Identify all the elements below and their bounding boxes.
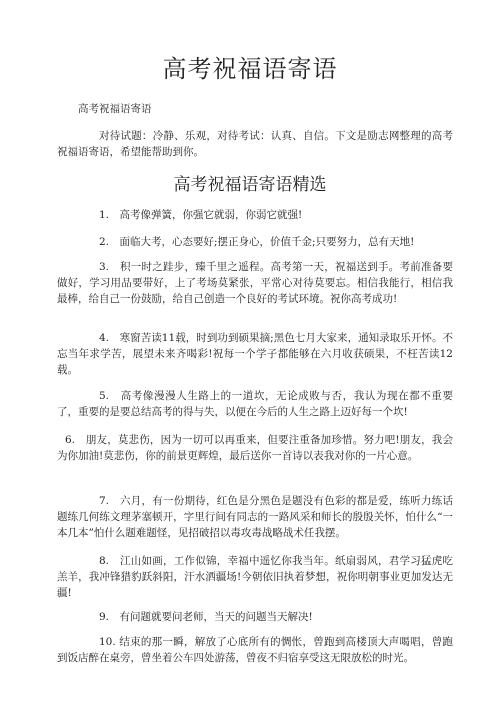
list-item — [57, 259, 453, 307]
list-item-text: 1. 高考像弹簧，你强它就弱，你弱它就强! — [99, 209, 303, 221]
list-item-text: 3. 积一时之跬步，臻千里之遥程。高考第一天，祝福送到手。考前准备要做好，学习用品要带好，上了考场莫紧张，平常心对待莫要忘。相信我能行，相信我最棒，给自己一份鼓励，给自己创造一个良好的考试环境。祝你高考成功! — [57, 261, 453, 305]
list-item — [57, 388, 453, 420]
page-title: 高考祝福语寄语 — [162, 55, 338, 83]
list-item-text: 5. 高考像漫漫人生路上的一道坎，无论成败与否，我认为现在都不重要了，重要的是要总结高考的得与失，以便在今后的人生之路上迈好每一个坎! — [57, 390, 453, 418]
list-item-text: 6. 朋友，莫悲伤，因为一切可以再重来，但要注重备加珍惜。努力吧!朋友，我会为你加油!莫悲伤，你的前景更辉煌，最后送你一首诗以表我对你的一片心意。 — [57, 434, 453, 462]
list-item — [57, 207, 453, 223]
list-item — [57, 609, 453, 625]
list-item-text: 8. 江山如画，工作似锦，幸福中遥忆你我当年。纸扇弱风，君学习猛虎吃羔羊，我冲锋猎豹跃斜阳，汗水洒疆场!今朝依旧执着梦想，祝你明朝事业更加发达无疆! — [57, 555, 453, 599]
list-item-text: 7. 六月，有一份期待，红色是分黑色是题没有色彩的都是爱，练听力练话题练几何练文理茅塞顿开，字里行间有同志的一路风采和师长的殷殷关怀，怕什么“一本几本”怕什么题难题怪，见招破招以毒攻毒战略战术任我摆。 — [57, 495, 453, 539]
list-item — [57, 432, 453, 464]
list-item — [57, 553, 453, 601]
section-heading: 高考祝福语寄语精选 — [173, 175, 327, 195]
article-label: 高考祝福语寄语 — [78, 103, 152, 115]
list-item-text: 10. 结束的那一瞬，解放了心底所有的惆怅，曾跑到高楼顶大声喝唱，曾跑到饭店醉在桌旁，曾坐着公车四处游荡，曾夜不归宿享受这无限放松的时光。 — [57, 636, 453, 664]
intro-text: 对待试题：冷静、乐观，对待考试：认真、自信。下文是励志网整理的高考祝福语寄语，希望能帮助到你。 — [57, 130, 453, 158]
list-item-text: 4. 寒窗苦读11载，时到功到硕果摘;黑色七月大家来，通知录取乐开怀。不忘当年求学苦，展望未来齐喝彩!祝每一个学子都能够在六月收获硕果，不枉苦读12载。 — [57, 332, 453, 376]
list-item-text: 9. 有问题就要问老师，当天的问题当天解决! — [99, 611, 313, 623]
intro-paragraph — [57, 128, 453, 160]
list-item — [57, 634, 453, 666]
list-item — [57, 493, 453, 541]
list-item — [57, 234, 453, 250]
list-item — [57, 330, 453, 378]
list-item-text: 2. 面临大考，心态要好;摆正身心，价值千金;只要努力，总有天地! — [99, 236, 415, 248]
